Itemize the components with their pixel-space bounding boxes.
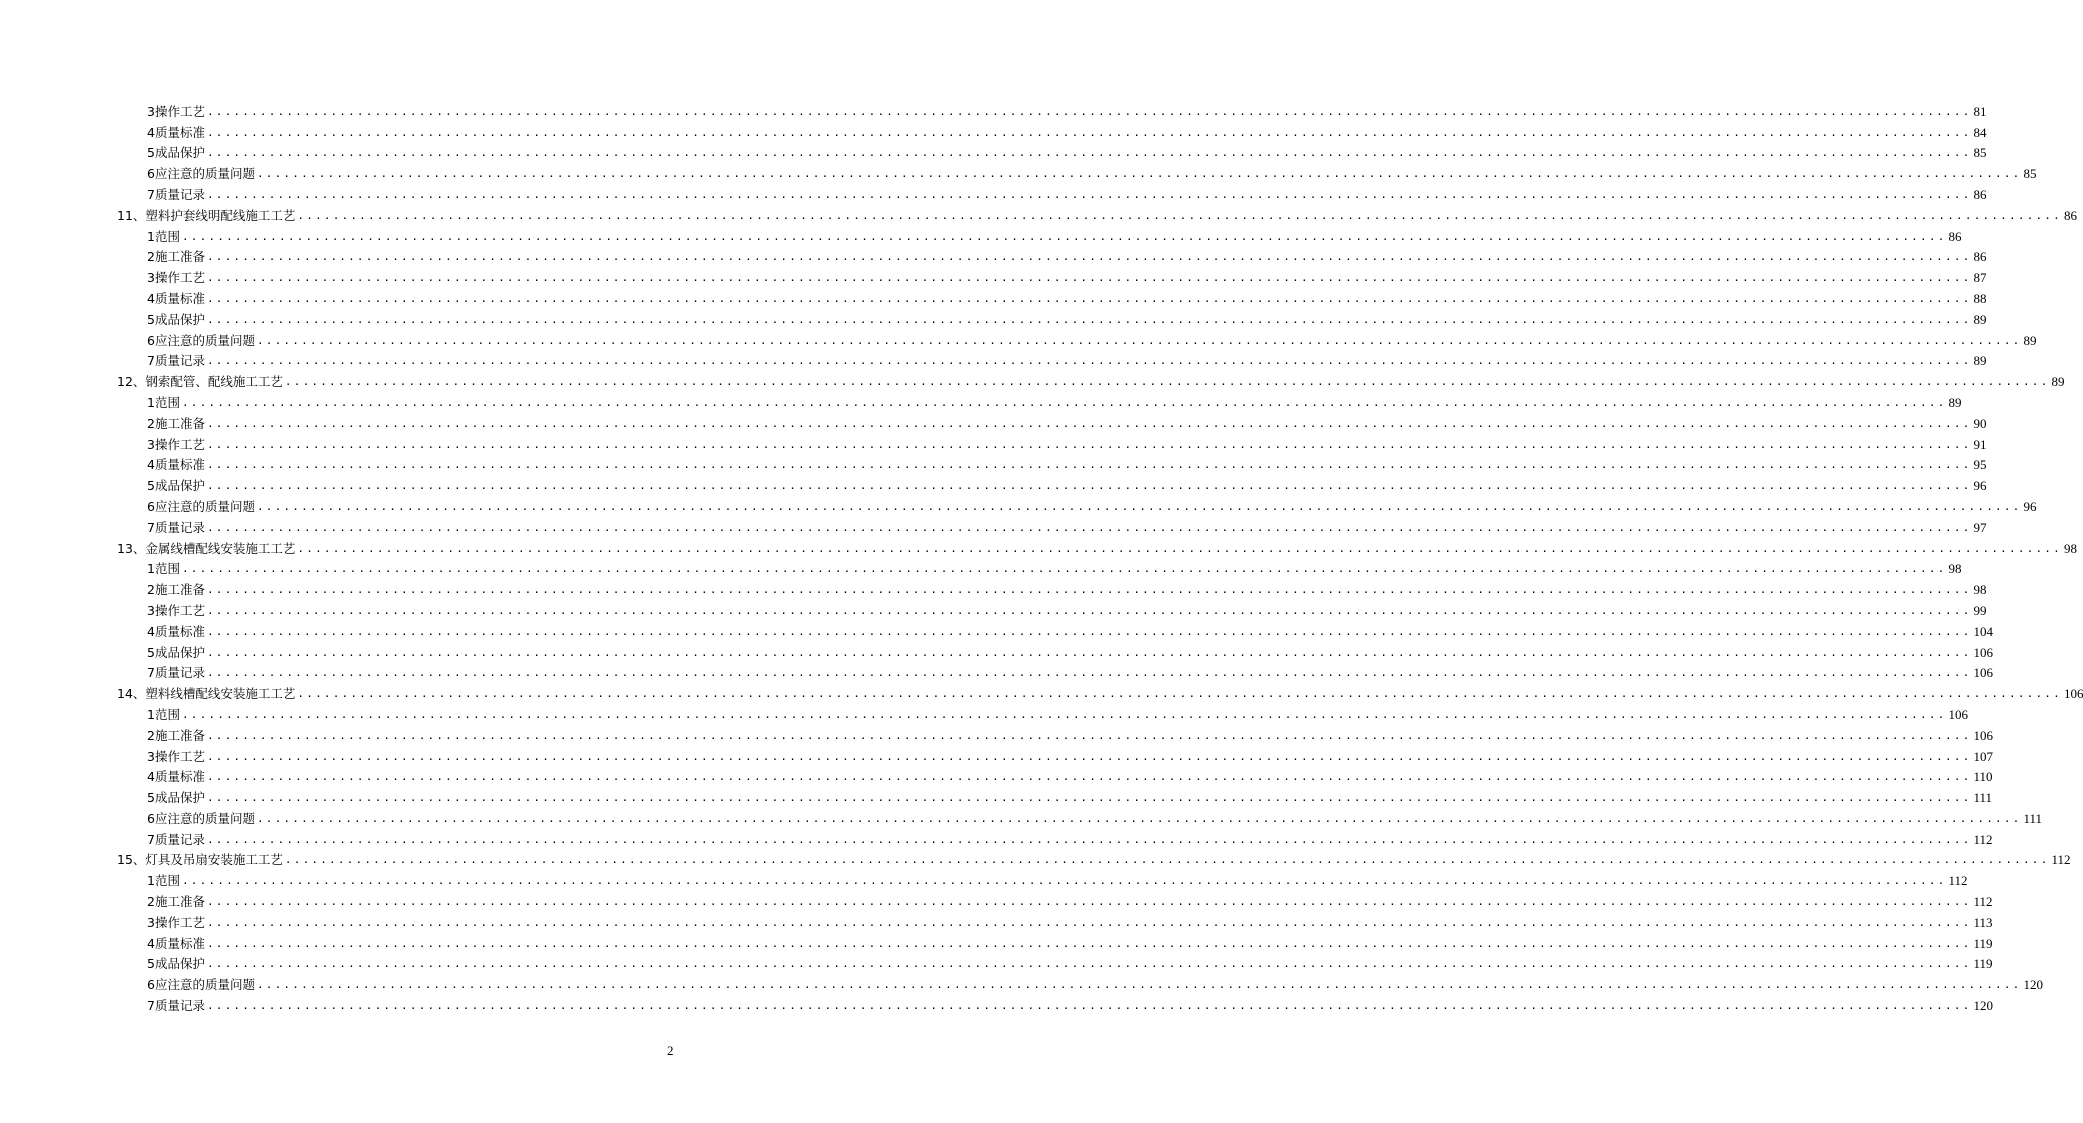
toc-entry-title: 1范围 — [147, 561, 180, 577]
toc-entry-page: 110 — [1973, 769, 1993, 785]
toc-entry-page: 120 — [1973, 998, 1993, 1014]
toc-entry-page: 119 — [1973, 935, 1993, 951]
toc-section-entry[interactable] — [0, 264, 1987, 286]
toc-section-entry[interactable] — [0, 410, 1987, 431]
toc-entry-title: 5成品保护 — [147, 145, 205, 161]
toc-section-entry[interactable] — [0, 160, 2037, 182]
toc-section-entry[interactable] — [0, 514, 1987, 535]
toc-entry-page: 112 — [2051, 852, 2071, 868]
toc-dot-leader: ........................................................................................................................................................................................................ — [256, 499, 2022, 513]
toc-entry-page: 112 — [1973, 831, 1993, 847]
toc-dot-leader: ........................................................................................................................................................................................................ — [206, 583, 1972, 597]
toc-section-entry[interactable] — [0, 930, 1993, 951]
toc-dot-leader: ........................................................................................................................................................................................................ — [284, 375, 2050, 389]
toc-dot-leader: ........................................................................................................................................................................................................ — [206, 520, 1972, 534]
toc-section-entry[interactable] — [0, 576, 1987, 598]
toc-section-entry[interactable] — [0, 306, 1987, 327]
toc-section-entry[interactable] — [0, 764, 1993, 785]
toc-entry-title: 5成品保护 — [147, 790, 205, 806]
toc-entry-title: 7质量记录 — [147, 519, 205, 535]
toc-section-entry[interactable] — [0, 431, 1987, 452]
toc-entry-page: 112 — [1948, 873, 1968, 889]
toc-section-entry[interactable] — [0, 285, 1987, 306]
toc-dot-leader: ........................................................................................................................................................................................................ — [181, 562, 1947, 576]
toc-entry-title: 5成品保护 — [147, 644, 205, 660]
toc-dot-leader: ........................................................................................................................................................................................................ — [206, 936, 1972, 950]
toc-dot-leader: ........................................................................................................................................................................................................ — [206, 479, 1972, 493]
toc-entry-title: 2施工准备 — [147, 415, 205, 431]
toc-entry-page: 97 — [1973, 519, 1987, 535]
toc-entry-page: 106 — [1948, 706, 1968, 722]
toc-entry-page: 86 — [1973, 249, 1987, 265]
toc-entry-page: 95 — [1973, 457, 1987, 473]
toc-entry-page: 111 — [1973, 790, 1993, 806]
toc-dot-leader: ........................................................................................................................................................................................................ — [256, 811, 2022, 825]
toc-entry-page: 89 — [1948, 394, 1962, 410]
toc-section-entry[interactable] — [0, 805, 2043, 826]
toc-section-entry[interactable] — [0, 389, 1962, 410]
toc-entry-title: 5成品保护 — [147, 311, 205, 327]
toc-dot-leader: ........................................................................................................................................................................................................ — [206, 749, 1972, 763]
toc-entry-page: 86 — [1973, 186, 1987, 202]
toc-entry-page: 91 — [1973, 436, 1987, 452]
toc-section-entry[interactable] — [0, 784, 1993, 806]
toc-entry-title: 7质量记录 — [147, 353, 205, 369]
toc-entry-page: 87 — [1973, 270, 1987, 286]
toc-section-entry[interactable] — [0, 181, 1987, 202]
toc-dot-leader: ........................................................................................................................................................................................................ — [206, 125, 1972, 139]
toc-dot-leader: ........................................................................................................................................................................................................ — [206, 895, 1972, 909]
toc-dot-leader: ........................................................................................................................................................................................................ — [181, 707, 1947, 721]
toc-entry-page: 88 — [1973, 290, 1987, 306]
toc-dot-leader: ........................................................................................................................................................................................................ — [206, 250, 1972, 264]
toc-section-entry[interactable] — [0, 493, 2037, 514]
toc-dot-leader: ........................................................................................................................................................................................................ — [206, 291, 1972, 305]
toc-section-entry[interactable] — [0, 119, 1987, 140]
toc-section-entry[interactable] — [0, 618, 1993, 639]
toc-dot-leader: ........................................................................................................................................................................................................ — [181, 874, 1947, 888]
toc-dot-leader: ........................................................................................................................................................................................................ — [206, 187, 1972, 201]
toc-dot-leader: ........................................................................................................................................................................................................ — [206, 437, 1972, 451]
toc-entry-page: 86 — [2063, 207, 2077, 223]
toc-dot-leader: ........................................................................................................................................................................................................ — [206, 416, 1972, 430]
toc-entry-title: 1范围 — [147, 394, 180, 410]
toc-entry-page: 89 — [1973, 353, 1987, 369]
toc-entry-title: 6应注意的质量问题 — [147, 810, 255, 826]
toc-entry-page: 106 — [1973, 644, 1993, 660]
toc-entry-title: 4质量标准 — [147, 124, 205, 140]
toc-entry-title: 5成品保护 — [147, 478, 205, 494]
toc-dot-leader: ........................................................................................................................................................................................................ — [256, 978, 2022, 992]
toc-entry-title: 6应注意的质量问题 — [147, 498, 255, 514]
toc-section-entry[interactable] — [0, 826, 1993, 847]
toc-entry-page: 120 — [2023, 977, 2043, 993]
toc-section-entry[interactable] — [0, 348, 1987, 369]
toc-entry-page: 98 — [1948, 561, 1962, 577]
table-of-contents — [0, 98, 2083, 1014]
toc-entry-title: 5成品保护 — [147, 956, 205, 972]
toc-chapter-entry[interactable] — [0, 202, 2077, 223]
toc-entry-page: 89 — [2023, 332, 2037, 348]
toc-entry-page: 84 — [1973, 124, 1987, 140]
toc-entry-page: 99 — [1973, 602, 1987, 618]
toc-entry-title: 2施工准备 — [147, 727, 205, 743]
toc-entry-page: 89 — [1973, 311, 1987, 327]
toc-entry-title: 1范围 — [147, 228, 180, 244]
toc-dot-leader: ........................................................................................................................................................................................................ — [206, 146, 1972, 160]
toc-dot-leader: ........................................................................................................................................................................................................ — [297, 687, 2062, 701]
page-number: 2 — [667, 1043, 674, 1058]
toc-dot-leader: ........................................................................................................................................................................................................ — [206, 728, 1972, 742]
toc-entry-page: 104 — [1973, 623, 1993, 639]
toc-entry-title: 3操作工艺 — [147, 270, 205, 286]
toc-dot-leader: ........................................................................................................................................................................................................ — [206, 312, 1972, 326]
toc-entry-title: 3操作工艺 — [147, 914, 205, 930]
toc-entry-title: 2施工准备 — [147, 582, 205, 598]
toc-dot-leader: ........................................................................................................................................................................................................ — [206, 791, 1972, 805]
toc-section-entry[interactable] — [0, 992, 1993, 1014]
toc-section-entry[interactable] — [0, 223, 1962, 244]
toc-chapter-entry[interactable] — [0, 680, 2083, 702]
toc-entry-page: 119 — [1973, 956, 1993, 972]
toc-dot-leader: ........................................................................................................................................................................................................ — [181, 229, 1947, 243]
toc-entry-page: 85 — [2023, 166, 2037, 182]
toc-section-entry[interactable] — [0, 722, 1993, 743]
toc-entry-title: 6应注意的质量问题 — [147, 332, 255, 348]
toc-section-entry[interactable] — [0, 597, 1987, 618]
toc-dot-leader: ........................................................................................................................................................................................................ — [206, 915, 1972, 929]
toc-entry-title: 7质量记录 — [147, 665, 205, 681]
toc-section-entry[interactable] — [0, 743, 1993, 764]
toc-entry-title: 7质量记录 — [147, 186, 205, 202]
toc-entry-page: 98 — [1973, 582, 1987, 598]
toc-dot-leader: ........................................................................................................................................................................................................ — [181, 395, 1947, 409]
toc-dot-leader: ........................................................................................................................................................................................................ — [206, 624, 1972, 638]
toc-entry-title: 6应注意的质量问题 — [147, 977, 255, 993]
toc-section-entry[interactable] — [0, 327, 2037, 348]
toc-dot-leader: ........................................................................................................................................................................................................ — [284, 853, 2050, 867]
toc-entry-page: 106 — [1973, 665, 1993, 681]
toc-entry-title: 15、灯具及吊扇安装施工工艺 — [117, 852, 283, 868]
toc-entry-title: 3操作工艺 — [147, 748, 205, 764]
toc-entry-title: 4质量标准 — [147, 769, 205, 785]
toc-section-entry[interactable] — [0, 472, 1987, 494]
toc-entry-page: 90 — [1973, 415, 1987, 431]
toc-entry-title: 14、塑料线槽配线安装施工工艺 — [117, 686, 296, 702]
toc-section-entry[interactable] — [0, 701, 1968, 722]
toc-section-entry[interactable] — [0, 244, 1987, 265]
toc-dot-leader: ........................................................................................................................................................................................................ — [206, 603, 1972, 617]
toc-entry-page: 98 — [2063, 540, 2077, 556]
toc-dot-leader: ........................................................................................................................................................................................................ — [206, 832, 1972, 846]
toc-entry-title: 3操作工艺 — [147, 436, 205, 452]
toc-entry-title: 2施工准备 — [147, 894, 205, 910]
toc-section-entry[interactable] — [0, 971, 2043, 993]
toc-entry-title: 6应注意的质量问题 — [147, 166, 255, 182]
toc-section-entry[interactable] — [0, 639, 1993, 660]
toc-section-entry[interactable] — [0, 951, 1993, 972]
toc-dot-leader: ........................................................................................................................................................................................................ — [206, 645, 1972, 659]
toc-chapter-entry[interactable] — [0, 847, 2071, 868]
toc-dot-leader: ........................................................................................................................................................................................................ — [206, 458, 1972, 472]
toc-entry-title: 3操作工艺 — [147, 103, 205, 119]
toc-entry-page: 96 — [1973, 478, 1987, 494]
toc-entry-title: 4质量标准 — [147, 935, 205, 951]
toc-section-entry[interactable] — [0, 867, 1968, 889]
toc-entry-page: 106 — [1973, 727, 1993, 743]
toc-entry-title: 3操作工艺 — [147, 602, 205, 618]
toc-entry-page: 89 — [2051, 374, 2065, 390]
toc-section-entry[interactable] — [0, 140, 1987, 161]
toc-dot-leader: ........................................................................................................................................................................................................ — [297, 208, 2062, 222]
toc-entry-title: 4质量标准 — [147, 457, 205, 473]
toc-entry-title: 7质量记录 — [147, 831, 205, 847]
toc-dot-leader: ........................................................................................................................................................................................................ — [206, 770, 1972, 784]
toc-section-entry[interactable] — [0, 556, 1962, 577]
toc-section-entry[interactable] — [0, 888, 1993, 910]
toc-chapter-entry[interactable] — [0, 535, 2077, 556]
toc-entry-page: 81 — [1973, 103, 1987, 119]
toc-dot-leader: ........................................................................................................................................................................................................ — [297, 541, 2062, 555]
toc-entry-title: 4质量标准 — [147, 623, 205, 639]
toc-chapter-entry[interactable] — [0, 368, 2065, 390]
toc-section-entry[interactable] — [0, 452, 1987, 473]
toc-dot-leader: ........................................................................................................................................................................................................ — [206, 957, 1972, 971]
toc-entry-page: 86 — [1948, 228, 1962, 244]
toc-entry-page: 113 — [1973, 914, 1993, 930]
toc-dot-leader: ........................................................................................................................................................................................................ — [206, 271, 1972, 285]
toc-entry-title: 11、塑料护套线明配线施工工艺 — [117, 207, 296, 223]
toc-dot-leader: ........................................................................................................................................................................................................ — [206, 999, 1972, 1013]
toc-entry-title: 2施工准备 — [147, 249, 205, 265]
toc-entry-title: 12、钢索配管、配线施工工艺 — [117, 374, 283, 390]
toc-section-entry[interactable] — [0, 98, 1987, 119]
toc-entry-title: 13、金属线槽配线安装施工工艺 — [117, 540, 296, 556]
toc-dot-leader: ........................................................................................................................................................................................................ — [256, 333, 2022, 347]
toc-entry-page: 85 — [1973, 145, 1987, 161]
toc-entry-page: 107 — [1973, 748, 1993, 764]
toc-dot-leader: ........................................................................................................................................................................................................ — [206, 104, 1972, 118]
toc-dot-leader: ........................................................................................................................................................................................................ — [206, 666, 1972, 680]
toc-dot-leader: ........................................................................................................................................................................................................ — [256, 167, 2022, 181]
toc-entry-page: 111 — [2023, 810, 2043, 826]
toc-entry-page: 112 — [1973, 894, 1993, 910]
toc-entry-page: 96 — [2023, 498, 2037, 514]
toc-section-entry[interactable] — [0, 909, 1993, 930]
toc-dot-leader: ........................................................................................................................................................................................................ — [206, 354, 1972, 368]
toc-entry-page: 106 — [2063, 686, 2083, 702]
toc-section-entry[interactable] — [0, 660, 1993, 681]
toc-entry-title: 4质量标准 — [147, 290, 205, 306]
toc-entry-title: 7质量记录 — [147, 998, 205, 1014]
toc-entry-title: 1范围 — [147, 873, 180, 889]
toc-entry-title: 1范围 — [147, 706, 180, 722]
